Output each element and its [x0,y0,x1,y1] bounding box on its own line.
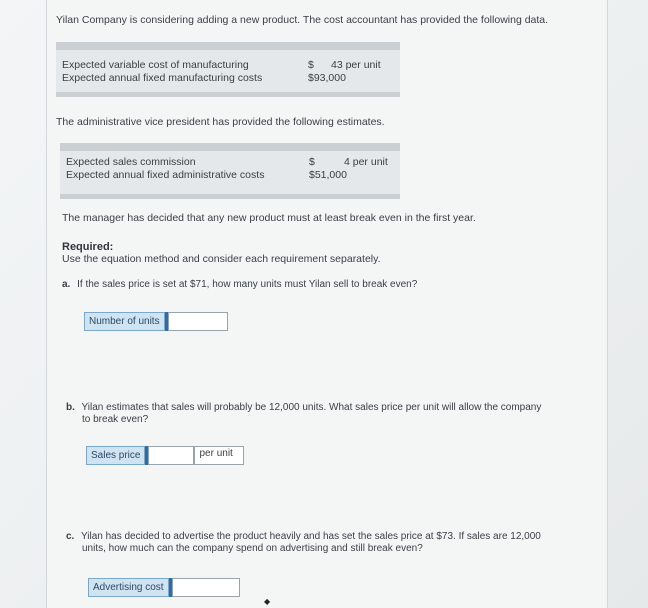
answer-c-row [88,578,240,597]
manufacturing-row-1-currency: $ [308,59,314,71]
mouse-pointer-icon: ◆ [264,597,271,606]
administrative-row-1-currency: $ [309,156,315,168]
question-c-letter: c. [66,531,75,542]
number-of-units-label: Number of units [84,312,165,331]
intro-text: Yilan Company is considering adding a new product. The cost accountant has provided the following data. [56,14,549,26]
administrative-table [60,143,400,199]
administrative-row-1-label: Expected sales commission [66,156,196,168]
manufacturing-row-2-label: Expected annual fixed manufacturing costs [62,72,263,84]
manufacturing-row-1-value: 43 per unit [331,59,381,71]
administrative-row-1-value: 4 per unit [344,156,388,168]
sales-price-label: Sales price [86,446,145,465]
manufacturing-row-1-label: Expected variable cost of manufacturing [62,59,249,71]
number-of-units-input[interactable] [168,312,228,331]
answer-a-row [84,312,228,331]
administrative-row-2-value: $51,000 [309,169,347,181]
question-a-text: If the sales price is set at $71, how many units must Yilan sell to break even? [77,279,418,290]
sales-price-input[interactable] [148,446,194,465]
advertising-cost-label: Advertising cost [88,578,169,597]
admin-intro-text: The administrative vice president has provided the following estimates. [56,116,385,128]
manufacturing-table [56,42,400,97]
question-b-text-line1: Yilan estimates that sales will probably be 12,000 units. What sales price per unit will allow the company [81,402,542,413]
question-c-text-line1: Yilan has decided to advertise the product heavily and has set the sales price at $73. If sales are 12,000 [80,531,541,542]
answer-b-row [86,446,244,465]
question-c [66,531,541,555]
administrative-row-2-label: Expected annual fixed administrative costs [66,169,265,181]
required-heading: Required: [62,241,114,253]
question-b [66,402,541,426]
question-b-letter: b. [66,402,75,413]
question-a [62,279,417,291]
manufacturing-row-2-value: $93,000 [308,72,346,84]
question-b-text-line2: to break even? [82,414,149,425]
question-a-letter: a. [62,279,71,290]
advertising-cost-input[interactable] [172,578,240,597]
per-unit-label: per unit [194,446,244,465]
required-instruction: Use the equation method and consider each requirement separately. [62,253,381,265]
manager-note: The manager has decided that any new product must at least break even in the first year. [62,212,476,224]
question-c-text-line2: units, how much can the company spend on advertising and still break even? [82,543,423,554]
